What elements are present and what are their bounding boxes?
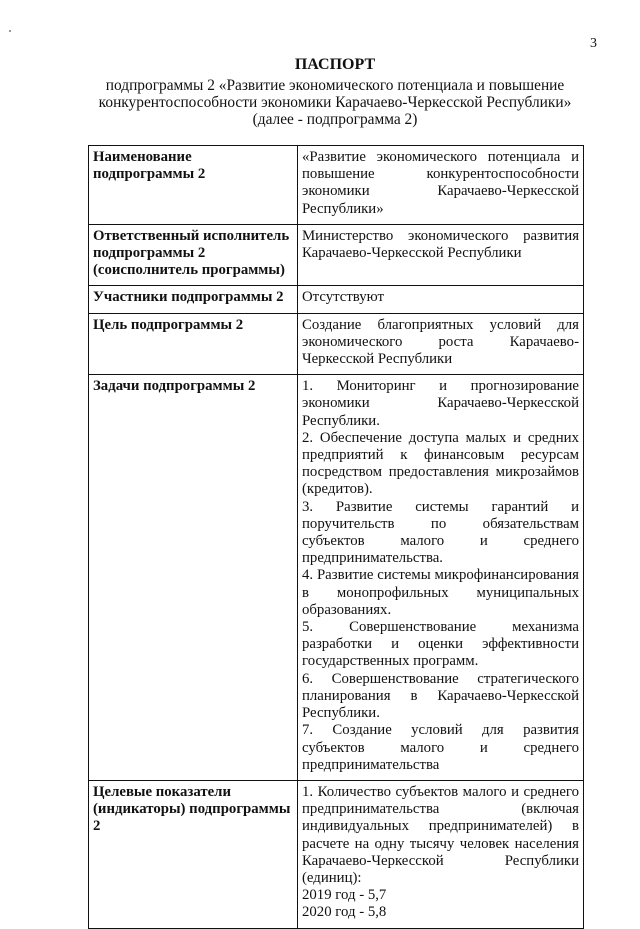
task-item: 1. Мониторинг и прогнозирование экономики Карачаево-Черкесской Республики. [302, 378, 579, 429]
table-row-goal [89, 313, 584, 375]
row-value: Отсутствуют [298, 286, 584, 313]
task-item: 6. Совершенствование стратегического планирования в Карачаево-Черкесской Республики. [302, 670, 579, 722]
passport-table [88, 145, 584, 929]
header-line-2: конкурентоспособности экономики Карачаево-Черкесской Республики» [98, 94, 572, 111]
indicator-intro: 1. Количество субъектов малого и среднего предпринимательства (включая индивидуальных предпринимателей) в расчете на одну тысячу человек населения Карачаево-Черкесской Республики (единиц): [302, 783, 579, 886]
header-line-3: (далее - подпрограмма 2) [252, 111, 418, 128]
table-row-indicators [89, 780, 584, 928]
indicators-cell [298, 780, 584, 928]
task-item: 7. Создание условий для развития субъектов малого и среднего предпринимательства [302, 722, 579, 773]
indicator-year: 2019 год - 5,7 [302, 887, 387, 904]
table-row-name [89, 146, 584, 225]
row-label: Цель подпрограммы 2 [89, 313, 298, 375]
task-item: 5. Совершенствование механизма разработки и оценки эффективности государственных программ. [302, 619, 579, 670]
row-value: Министерство экономического развития Карачаево-Черкесской Республики [298, 224, 584, 286]
document-title: ПАСПОРТ [294, 56, 376, 73]
tasks-list [298, 375, 584, 781]
table-row-executor [89, 224, 584, 286]
row-label: Ответственный исполнитель подпрограммы 2 (соисполнитель программы) [89, 224, 298, 286]
task-item: 3. Развитие системы гарантий и поручительств по обязательствам субъектов малого и среднего предпринимательства. [302, 498, 579, 567]
page-number: 3 [590, 36, 597, 51]
row-label: Наименование подпрограммы 2 [89, 146, 298, 225]
document-header [88, 56, 582, 128]
indicator-year: 2020 год - 5,8 [302, 904, 387, 921]
scan-speck [9, 30, 11, 32]
table-row-tasks [89, 375, 584, 781]
row-label: Целевые показатели (индикаторы) подпрограммы 2 [89, 780, 298, 928]
task-item: 4. Развитие системы микрофинансирования в монопрофильных муниципальных образованиях. [302, 567, 579, 618]
row-label: Задачи подпрограммы 2 [89, 375, 298, 781]
header-line-1: подпрограммы 2 «Развитие экономического потенциала и повышение [105, 77, 565, 94]
table-row-participants [89, 286, 584, 313]
row-value: Создание благоприятных условий для экономического роста Карачаево-Черкесской Республики [298, 313, 584, 375]
task-item: 2. Обеспечение доступа малых и средних предприятий к финансовым ресурсам посредством предоставления микрозаймов (кредитов). [302, 429, 579, 498]
row-label: Участники подпрограммы 2 [89, 286, 298, 313]
row-value: «Развитие экономического потенциала и повышение конкурентоспособности экономики Карачаево-Черкесской Республики» [298, 146, 584, 225]
